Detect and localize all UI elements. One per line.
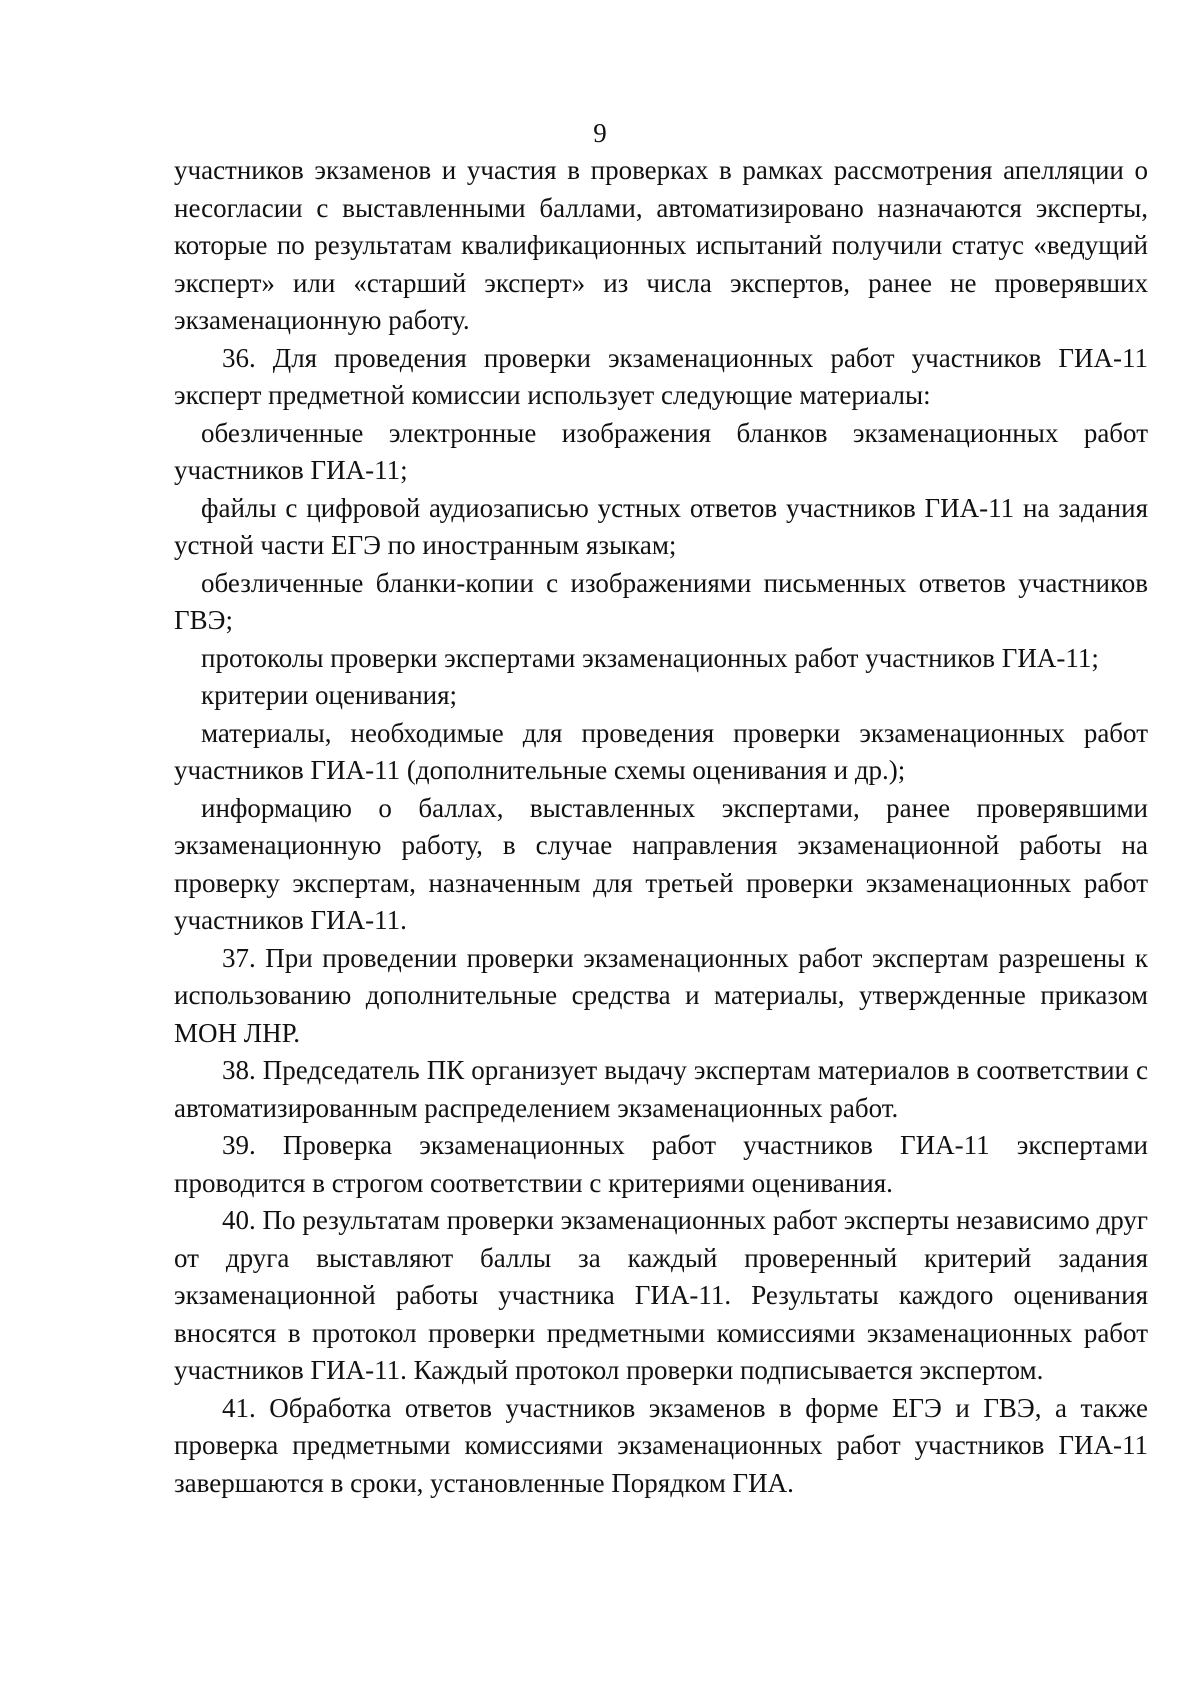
- list-item-materials: материалы, необходимые для проведения проверки экзаменационных работ участников ГИА-11 (дополнительные схемы оценивания и др.);: [174, 717, 1148, 785]
- document-body: [174, 152, 1148, 1502]
- paragraph-continuation: участников экзаменов и участия в проверках в рамках рассмотрения апелляции о несогласии с выставленными баллами, автоматизировано назначаются эксперты, которые по результатам квалификационных испытаний получили статус «ведущий эксперт» или «старший эксперт» из числа экспертов, ранее не проверявших экзаменационную работу.: [174, 155, 1148, 335]
- paragraph-39: 39. Проверка экзаменационных работ участников ГИА-11 экспертами проводится в строгом соответствии с критериями оценивания.: [174, 1130, 1148, 1198]
- list-item-score-info: информацию о баллах, выставленных экспертами, ранее проверявшими экзаменационную работу, в случае направления экзаменационной работы на проверку экспертам, назначенным для третьей проверки экзаменационных работ участников ГИА-11.: [174, 792, 1148, 935]
- paragraph-38: 38. Председатель ПК организует выдачу экспертам материалов в соответствии с автоматизированным распределением экзаменационных работ.: [174, 1055, 1148, 1123]
- list-item-anonymized-images: обезличенные электронные изображения бланков экзаменационных работ участников ГИА-11;: [174, 417, 1148, 485]
- list-item-audio-files: файлы с цифровой аудиозаписью устных ответов участников ГИА-11 на задания устной части ЕГЭ по иностранным языкам;: [174, 492, 1148, 560]
- paragraph-40: 40. По результатам проверки экзаменационных работ эксперты независимо друг от друга выставляют баллы за каждый проверенный критерий задания экзаменационной работы участника ГИА-11. Результаты каждого оценивания вносятся в протокол проверки предметными комиссиями экзаменационных работ участников ГИА-11. Каждый протокол проверки подписывается экспертом.: [174, 1205, 1148, 1385]
- paragraph-41: 41. Обработка ответов участников экзаменов в форме ЕГЭ и ГВЭ, а также проверка предметными комиссиями экзаменационных работ участников ГИА-11 завершаются в сроки, установленные Порядком ГИА.: [174, 1392, 1148, 1498]
- list-item-answer-copies: обезличенные бланки-копии с изображениями письменных ответов участников ГВЭ;: [174, 567, 1148, 635]
- list-item-protocols: протоколы проверки экспертами экзаменационных работ участников ГИА-11;: [201, 642, 1099, 673]
- paragraph-37: 37. При проведении проверки экзаменационных работ экспертам разрешены к использованию дополнительные средства и материалы, утвержденные приказом МОН ЛНР.: [174, 942, 1148, 1048]
- paragraph-36: 36. Для проведения проверки экзаменационных работ участников ГИА-11 эксперт предметной комиссии использует следующие материалы:: [174, 342, 1148, 410]
- list-item-criteria: критерии оценивания;: [201, 680, 458, 710]
- page-number: 9: [593, 118, 607, 148]
